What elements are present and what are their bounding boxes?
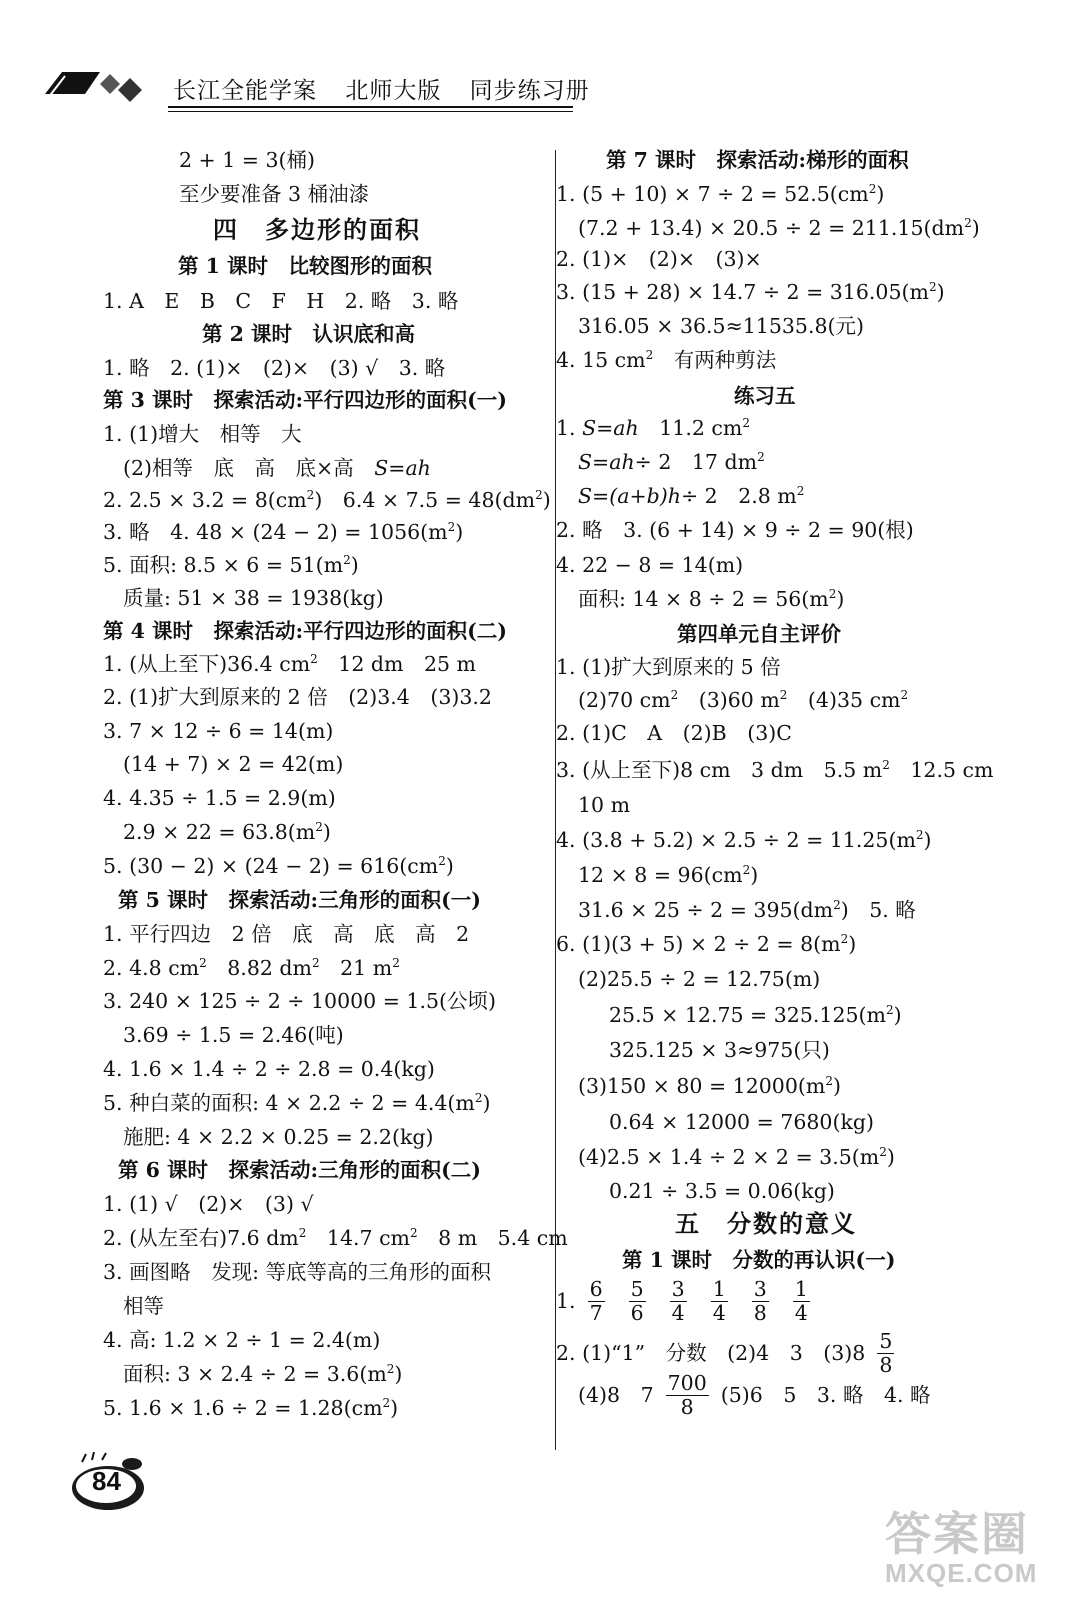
superscript: 2 <box>438 854 446 869</box>
denominator: 8 <box>753 1300 767 1325</box>
denominator: 8 <box>680 1394 694 1419</box>
text: ) <box>848 932 857 956</box>
answer-line <box>556 418 750 439</box>
text: ÷ 2 17 dm <box>634 450 758 474</box>
answer-line: 3. 画图略 发现: 等底等高的三角形的面积 <box>103 1260 491 1284</box>
text: 2. (从左至右)7.6 dm <box>103 1226 299 1250</box>
exercise-title: 练习五 <box>734 384 796 408</box>
superscript: 2 <box>868 182 877 197</box>
lesson-title: 第 6 课时 探索活动:三角形的面积(二) <box>118 1158 482 1182</box>
text: (4)8 7 <box>578 1382 654 1407</box>
fraction <box>629 1278 646 1324</box>
text: 5. 种白菜的面积: 4 × 2.2 ÷ 2 = 4.4(m <box>103 1091 475 1115</box>
unit-title: 五 分数的意义 <box>675 1209 857 1238</box>
text: 12 × 8 = 96(cm <box>578 863 743 887</box>
text: (3)150 × 80 = 12000(m <box>578 1074 826 1098</box>
text: ) 5. 略 <box>840 898 916 922</box>
formula: S=ah <box>578 450 635 474</box>
text: 5. 面积: 8.5 × 6 = 51(m <box>103 553 344 577</box>
answer-line: 2. (1)扩大到原来的 2 倍 (2)3.4 (3)3.2 <box>103 685 492 709</box>
text: ÷ 2 2.8 m <box>680 484 797 508</box>
watermark <box>875 1498 1070 1598</box>
answer-line <box>556 350 776 371</box>
answer-line <box>103 555 359 576</box>
answer-line: 1. (1) √ (2)× (3) √ <box>103 1192 314 1216</box>
header-rule-thin <box>168 111 573 112</box>
text: 5. 1.6 × 1.6 ÷ 2 = 1.28(cm <box>103 1396 383 1420</box>
text: ) <box>971 216 980 240</box>
superscript: 2 <box>928 280 937 295</box>
answer-line <box>578 218 980 239</box>
denominator: 4 <box>794 1300 808 1325</box>
answer-line <box>578 690 908 711</box>
formula: S=(a+b)h <box>578 484 681 508</box>
text: ) <box>936 280 945 304</box>
text: 2. 4.8 cm <box>103 956 200 980</box>
numerator: 3 <box>753 1277 767 1301</box>
answer-line: 1. 略 2. (1)× (2)× (3) √ 3. 略 <box>103 356 446 380</box>
text: 2. 2.5 × 3.2 = 8(cm <box>103 488 307 512</box>
answer-line <box>123 822 331 843</box>
text: 3. 略 4. 48 × (24 − 2) = 1056(m <box>103 520 448 544</box>
denominator: 6 <box>630 1300 644 1325</box>
text: 3. (从上至下)8 cm 3 dm 5.5 m <box>556 758 883 782</box>
superscript: 2 <box>410 1226 418 1241</box>
text: 8 m 5.4 cm <box>417 1226 568 1250</box>
answer-line: 3.69 ÷ 1.5 = 2.46(吨) <box>123 1023 344 1047</box>
superscript: 2 <box>392 956 400 971</box>
header-rule <box>168 106 573 108</box>
text: (5)6 5 3. 略 4. 略 <box>720 1382 931 1407</box>
page-number-badge <box>62 1452 148 1512</box>
answer-line <box>103 1093 491 1114</box>
fraction <box>670 1278 687 1324</box>
answer-line: (2)25.5 ÷ 2 = 12.75(m) <box>578 967 821 991</box>
text: 21 m <box>319 956 393 980</box>
text: (7.2 + 13.4) × 20.5 ÷ 2 = 211.15(dm <box>578 216 965 240</box>
text: 31.6 × 25 ÷ 2 = 395(dm <box>578 898 834 922</box>
fraction <box>666 1372 709 1418</box>
text: ) <box>322 820 331 844</box>
formula: S=ah <box>374 456 431 480</box>
superscript: 2 <box>312 956 320 971</box>
item-number: 1. <box>556 1288 576 1313</box>
text: ) <box>836 587 845 611</box>
text: ) <box>445 854 454 878</box>
superscript: 2 <box>915 828 924 843</box>
lesson-title: 第 1 课时 比较图形的面积 <box>178 254 433 278</box>
text: (3)60 m <box>678 688 780 712</box>
superscript: 2 <box>310 652 318 667</box>
text: 5. (30 − 2) × (24 − 2) = 616(cm <box>103 854 439 878</box>
answer-line <box>556 282 945 303</box>
superscript: 2 <box>796 484 805 499</box>
answer-line <box>103 490 551 511</box>
text: ) <box>886 1145 895 1169</box>
text: ) <box>876 182 885 206</box>
answer-line: 1. (1)扩大到原来的 5 倍 <box>556 655 781 679</box>
superscript: 2 <box>828 587 837 602</box>
superscript: 2 <box>742 863 751 878</box>
fraction-answer-line <box>556 1278 822 1324</box>
answer-line: 1. (1)增大 相等 大 <box>103 422 302 446</box>
text: 11.2 cm <box>638 416 743 440</box>
superscript: 2 <box>670 688 679 703</box>
superscript: 2 <box>779 688 788 703</box>
numerator: 700 <box>667 1371 707 1395</box>
answer-line <box>578 1076 841 1097</box>
numerator: 1 <box>712 1277 726 1301</box>
text: ) <box>542 488 551 512</box>
watermark-url: MXQE.COM <box>885 1558 1038 1588</box>
answer-line: (14 + 7) × 2 = 42(m) <box>123 752 344 776</box>
answer-line <box>103 1398 398 1419</box>
unit-title: 四 多边形的面积 <box>213 215 421 244</box>
superscript: 2 <box>447 520 456 535</box>
text: 4. (3.8 + 5.2) × 2.5 ÷ 2 = 11.25(m <box>556 828 916 852</box>
fraction <box>793 1278 810 1324</box>
text: ) <box>455 520 464 544</box>
answer-line: 4. 1.6 × 1.4 ÷ 2 ÷ 2.8 = 0.4(kg) <box>103 1057 435 1081</box>
denominator: 4 <box>712 1300 726 1325</box>
answer-line <box>103 1228 568 1249</box>
answer-line: 316.05 × 36.5≈11535.8(元) <box>578 314 865 338</box>
text: ) <box>394 1362 403 1386</box>
text: ) <box>482 1091 491 1115</box>
text: (4)35 cm <box>787 688 901 712</box>
fraction <box>877 1330 894 1376</box>
column-divider <box>555 150 556 1450</box>
evaluation-title: 第四单元自主评价 <box>677 622 841 646</box>
superscript: 2 <box>474 1091 483 1106</box>
text: 6. (1)(3 + 5) × 2 ÷ 2 = 8(m <box>556 932 841 956</box>
text: 12.5 cm <box>889 758 994 782</box>
header-type: 同步练习册 <box>469 78 590 104</box>
header-edition: 北师大版 <box>345 78 442 104</box>
answer-line: 0.64 × 12000 = 7680(kg) <box>609 1110 874 1134</box>
superscript: 2 <box>882 758 890 773</box>
superscript: 2 <box>964 216 972 231</box>
watermark-logo-text: 答案圈 <box>885 1508 1029 1560</box>
text: 12 dm 25 m <box>317 652 477 676</box>
answer-line: 3. 7 × 12 ÷ 6 = 14(m) <box>103 719 334 743</box>
answer-line <box>556 934 856 955</box>
superscript: 2 <box>885 1003 894 1018</box>
superscript: 2 <box>535 488 543 503</box>
answer-line: 2. (1)C A (2)B (3)C <box>556 721 792 745</box>
numerator: 1 <box>794 1277 808 1301</box>
answer-line: 1. 平行四边 2 倍 底 高 底 高 2 <box>103 922 470 946</box>
superscript: 2 <box>386 1362 395 1377</box>
answer-line <box>578 452 765 473</box>
lesson-title: 第 5 课时 探索活动:三角形的面积(一) <box>118 888 482 912</box>
text: 1. <box>556 416 583 440</box>
answer-line <box>123 1364 402 1385</box>
lesson-title: 第 3 课时 探索活动:平行四边形的面积(一) <box>103 388 508 412</box>
superscript: 2 <box>833 898 841 913</box>
answer-line: 3. 240 × 125 ÷ 2 ÷ 10000 = 1.5(公顷) <box>103 989 497 1013</box>
lesson-title: 第 7 课时 探索活动:梯形的面积 <box>606 148 909 172</box>
answer-line <box>103 856 454 877</box>
superscript: 2 <box>840 932 849 947</box>
superscript: 2 <box>298 1226 307 1241</box>
text: 面积: 3 × 2.4 ÷ 2 = 3.6(m <box>123 1362 387 1386</box>
numerator: 5 <box>879 1329 893 1353</box>
text: ) <box>923 828 932 852</box>
lesson-title: 第 2 课时 认识底和高 <box>202 322 416 346</box>
answer-line <box>556 760 993 781</box>
page-number: 84 <box>92 1466 121 1496</box>
answer-line <box>578 589 844 610</box>
text: 14.7 cm <box>306 1226 410 1250</box>
answer-line: 2. (1)× (2)× (3)× <box>556 247 762 271</box>
superscript: 2 <box>900 688 909 703</box>
numerator: 6 <box>589 1277 603 1301</box>
fraction-answer-line <box>556 1330 906 1376</box>
text: 有两种剪法 <box>653 348 777 372</box>
denominator: 8 <box>879 1352 893 1377</box>
header-series: 长江全能学案 <box>173 78 317 104</box>
answer-line: 至少要准备 3 桶油漆 <box>179 182 370 206</box>
text: ) 6.4 × 7.5 = 48(dm <box>314 488 536 512</box>
answer-line <box>578 486 804 507</box>
answer-line: 2 + 1 = 3(桶) <box>179 148 316 172</box>
superscript: 2 <box>343 553 351 568</box>
text: 2.9 × 22 = 63.8(m <box>123 820 316 844</box>
denominator: 7 <box>589 1300 603 1325</box>
answer-line: 4. 4.35 ÷ 1.5 = 2.9(m) <box>103 786 336 810</box>
answer-line: 质量: 51 × 38 = 1938(kg) <box>123 586 384 610</box>
text: 25.5 × 12.75 = 325.125(m <box>609 1003 886 1027</box>
superscript: 2 <box>315 820 323 835</box>
text: 面积: 14 × 8 ÷ 2 = 56(m <box>578 587 829 611</box>
answer-line <box>103 654 476 675</box>
answer-line: 4. 22 − 8 = 14(m) <box>556 553 744 577</box>
superscript: 2 <box>742 416 750 431</box>
superscript: 2 <box>879 1145 887 1160</box>
answer-line <box>578 1147 895 1168</box>
answer-line: 2. 略 3. (6 + 14) × 9 ÷ 2 = 90(根) <box>556 518 914 542</box>
numerator: 3 <box>671 1277 685 1301</box>
book-header <box>40 58 600 118</box>
fraction <box>588 1278 605 1324</box>
fraction-answer-line <box>578 1372 931 1418</box>
text: ) <box>390 1396 399 1420</box>
answer-line: 1. A E B C F H 2. 略 3. 略 <box>103 289 459 313</box>
header-title <box>173 72 610 105</box>
answer-line <box>556 184 884 205</box>
superscript: 2 <box>306 488 315 503</box>
lesson-title: 第 1 课时 分数的再认识(一) <box>622 1248 896 1272</box>
answer-line: 相等 <box>123 1294 164 1318</box>
text: (2)70 cm <box>578 688 671 712</box>
book-logo-icon <box>40 64 150 114</box>
text: 8.82 dm <box>206 956 312 980</box>
superscript: 2 <box>825 1074 833 1089</box>
answer-line: 325.125 × 3≈975(只) <box>609 1038 830 1062</box>
answer-line <box>578 865 758 886</box>
answer-line: 0.21 ÷ 3.5 = 0.06(kg) <box>609 1179 835 1203</box>
text: 1. (5 + 10) × 7 ÷ 2 = 52.5(cm <box>556 182 869 206</box>
text: ) <box>832 1074 841 1098</box>
text: 2. (1)“1” 分数 (2)4 3 (3)8 <box>556 1340 866 1365</box>
formula: S=ah <box>582 416 639 440</box>
answer-line <box>123 458 431 479</box>
superscript: 2 <box>645 348 654 363</box>
numerator: 5 <box>630 1277 644 1301</box>
fraction <box>752 1278 769 1324</box>
answer-line: 4. 高: 1.2 × 2 ÷ 1 = 2.4(m) <box>103 1328 381 1352</box>
answer-line <box>103 522 463 543</box>
text: ) <box>893 1003 902 1027</box>
text: (4)2.5 × 1.4 ÷ 2 × 2 = 3.5(m <box>578 1145 880 1169</box>
text: ) <box>350 553 359 577</box>
answer-line <box>578 900 916 921</box>
superscript: 2 <box>199 956 207 971</box>
answer-line: 10 m <box>578 793 631 817</box>
denominator: 4 <box>671 1300 685 1325</box>
text: (2)相等 底 高 底×高 <box>123 456 375 480</box>
lesson-title: 第 4 课时 探索活动:平行四边形的面积(二) <box>103 619 508 643</box>
fraction <box>711 1278 728 1324</box>
answer-line <box>609 1005 902 1026</box>
text: ) <box>750 863 759 887</box>
answer-line: 施肥: 4 × 2.2 × 0.25 = 2.2(kg) <box>123 1125 434 1149</box>
text: 4. 15 cm <box>556 348 646 372</box>
superscript: 2 <box>757 450 765 465</box>
answer-line <box>103 958 400 979</box>
text: 3. (15 + 28) × 14.7 ÷ 2 = 316.05(m <box>556 280 929 304</box>
superscript: 2 <box>382 1396 391 1411</box>
answer-line <box>556 830 932 851</box>
text: 1. (从上至下)36.4 cm <box>103 652 311 676</box>
